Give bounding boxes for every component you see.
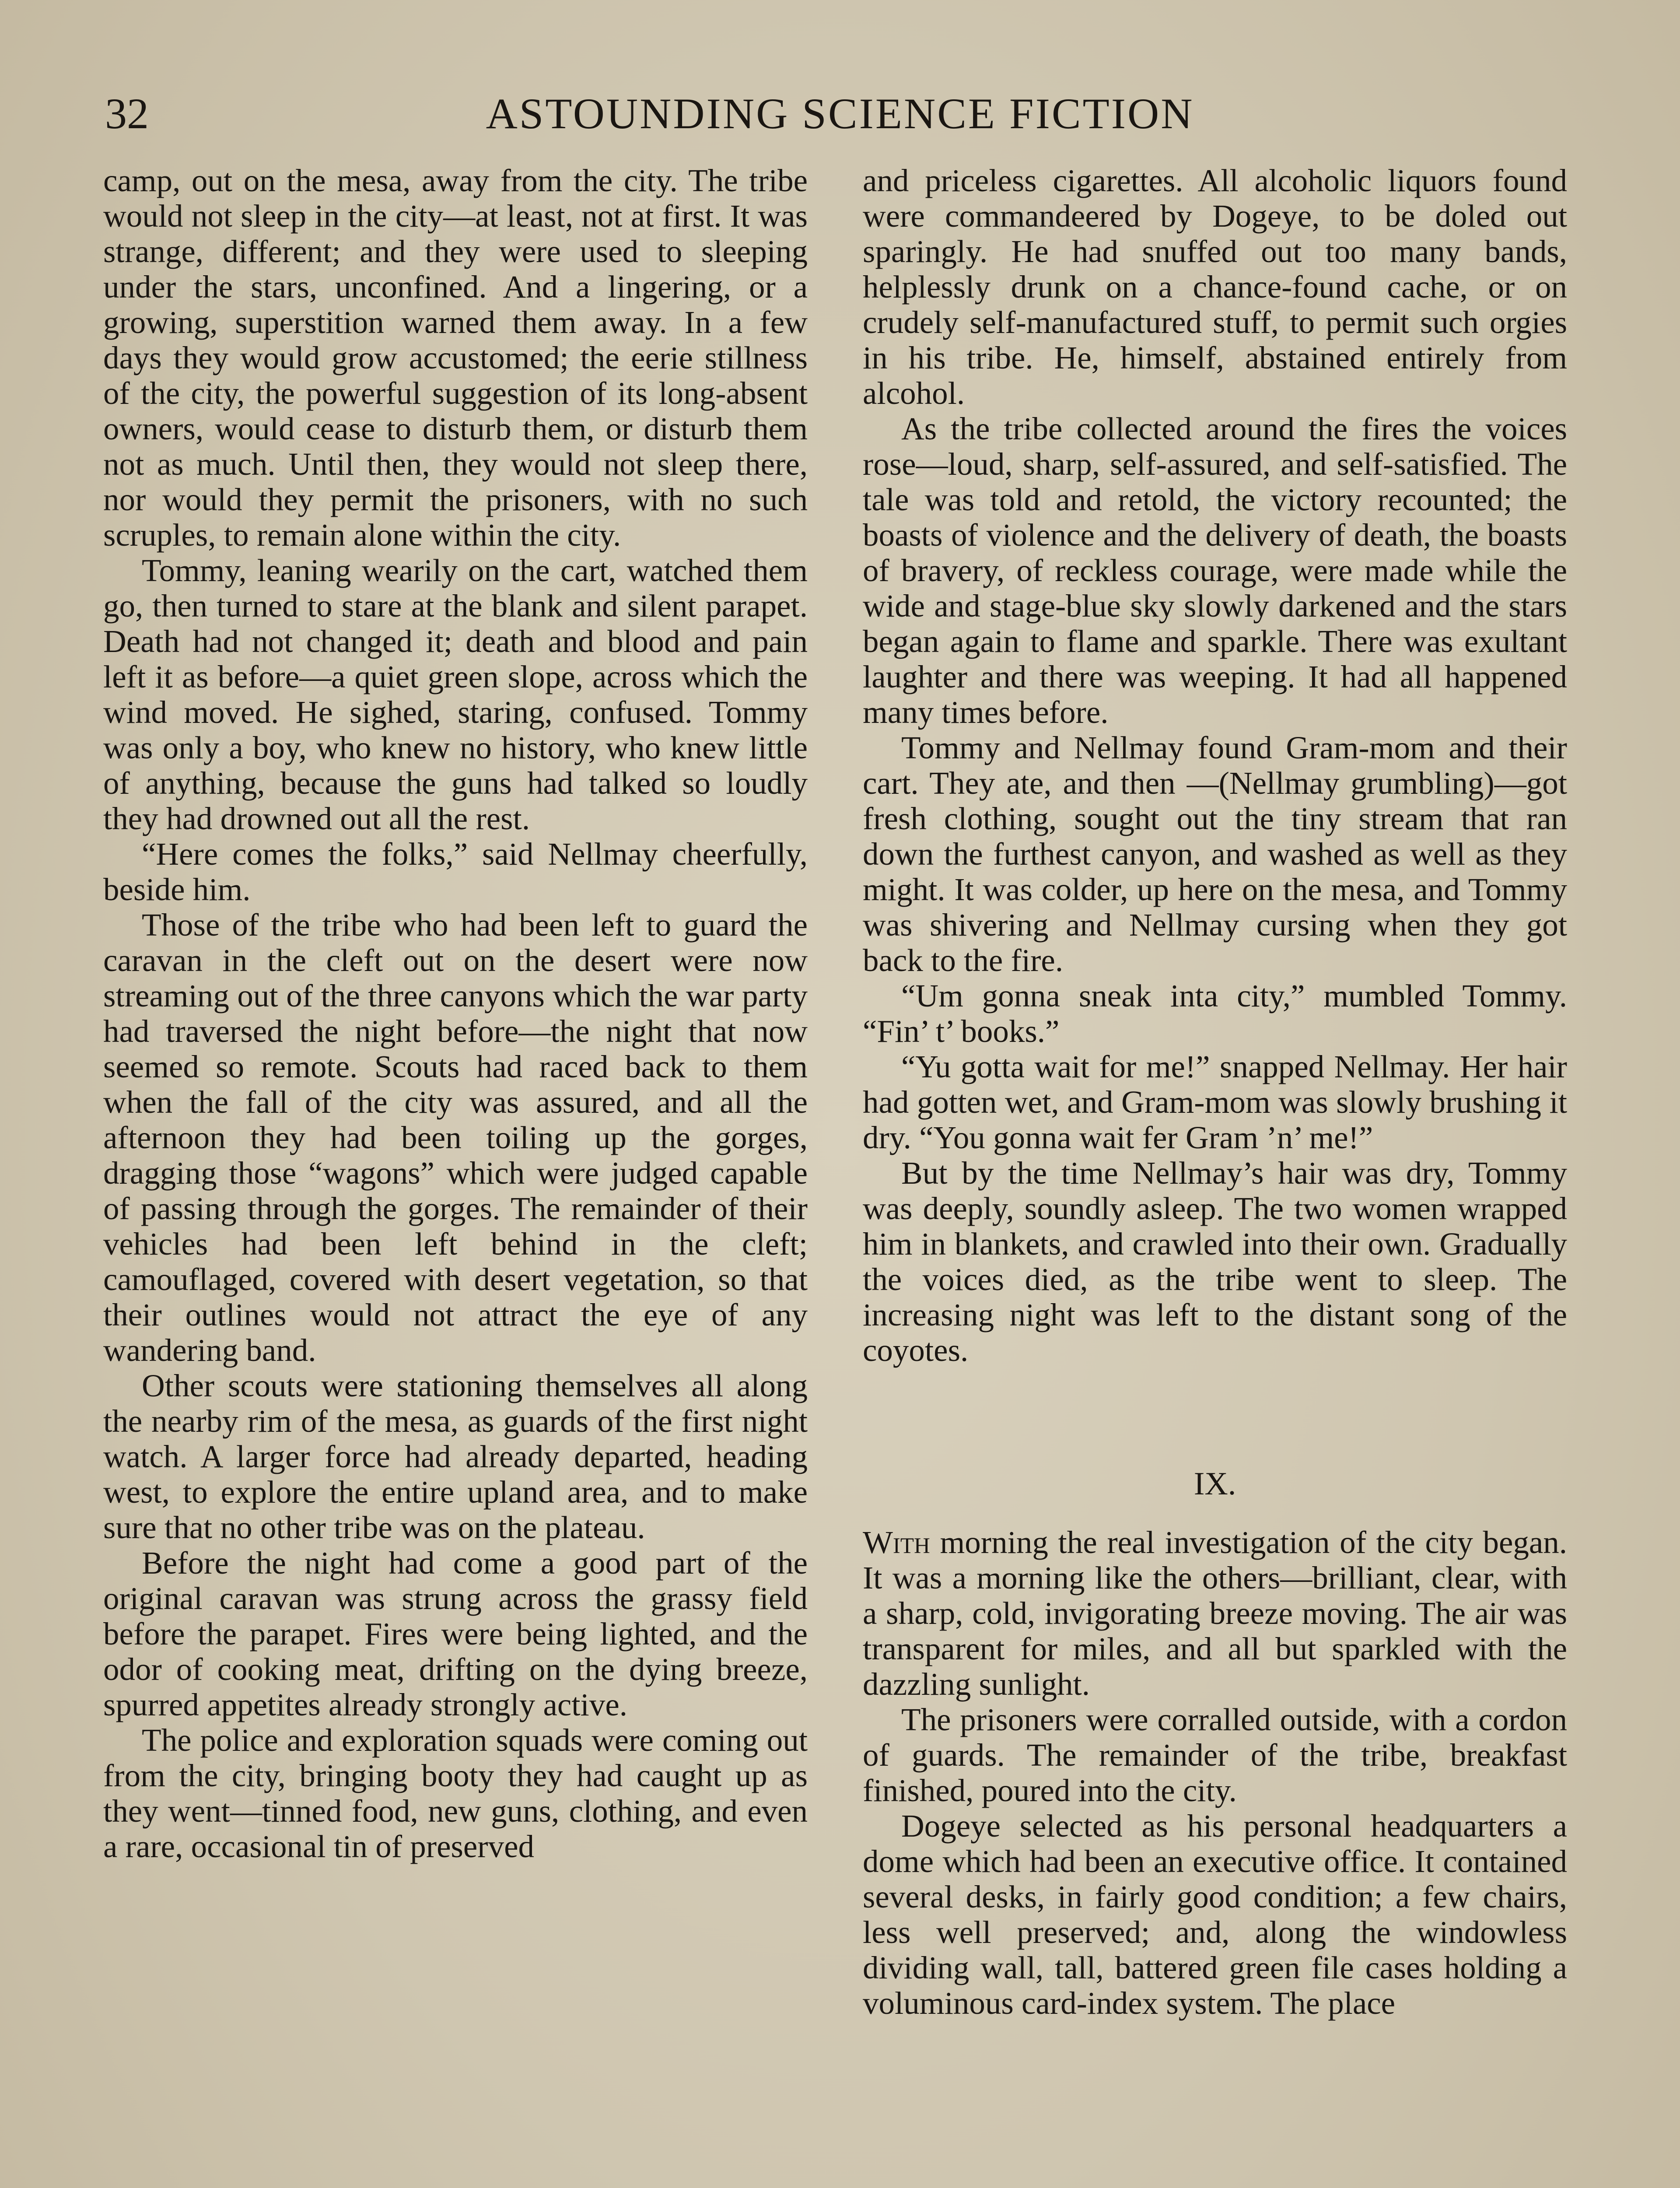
paragraph: “Yu gotta wait for me!” snapped Nellmay. Her hair had gotten wet, and Gram-mom was slowly brushing it dry. “You gonna wait fer Gram ’n’ me!” <box>863 1049 1567 1155</box>
paragraph: and priceless cigarettes. All alcoholic liquors found were commandeered by Dogeye, to be doled out sparingly. He had snuffed out too many bands, helplessly drunk on a chance-found cache, or on crudely self-manufactured stuff, to permit such orgies in his tribe. He, himself, abstained entirely from alcohol. <box>863 163 1567 411</box>
paragraph: But by the time Nellmay’s hair was dry, Tommy was deeply, soundly asleep. The two women wrapped him in blankets, and crawled into their own. Gradually the voices died, as the tribe went to sleep. The increasing night was left to the distant song of the coyotes. <box>863 1155 1567 1368</box>
right-column <box>863 163 1567 2021</box>
chapter-heading: IX. <box>1194 1466 1236 1502</box>
paragraph: Tommy and Nellmay found Gram-mom and their cart. They ate, and then —(Nellmay grumbling)—got fresh clothing, sought out the tiny stream that ran down the furthest canyon, and washed as well as they might. It was colder, up here on the mesa, and Tommy was shivering and Nellmay cursing when they got back to the fire. <box>863 730 1567 978</box>
paragraph: Dogeye selected as his personal headquarters a dome which had been an executive office. It contained several desks, in fairly good condition; a few chairs, less well preserved; and, along the windowless dividing wall, tall, battered green file cases holding a voluminous card-index system. The place <box>863 1808 1567 2021</box>
paragraph: The police and exploration squads were coming out from the city, bringing booty they had caught up as they went—tinned food, new guns, clothing, and even a rare, occasional tin of preserved <box>103 1722 808 1864</box>
magazine-title: ASTOUNDING SCIENCE FICTION <box>486 89 1194 138</box>
page-number: 32 <box>105 89 149 138</box>
chapter-first-word: With <box>863 1525 930 1560</box>
paragraph: Other scouts were stationing themselves all along the nearby rim of the mesa, as guards of the first night watch. A larger force had already departed, heading west, to explore the entire upland area, and to make sure that no other tribe was on the plateau. <box>103 1368 808 1545</box>
paragraph: “Um gonna sneak inta city,” mumbled Tommy. “Fin’ t’ books.” <box>863 978 1567 1049</box>
page-header <box>105 83 1575 144</box>
chapter-opening-text: morning the real investigation of the city began. It was a morning like the others—brilliant, clear, with a sharp, cold, invigorating breeze moving. The air was transparent for miles, and all but sparkled with the dazzling sunlight. <box>863 1525 1567 1702</box>
paragraph: The prisoners were corralled outside, with a cordon of guards. The remainder of the tribe, breakfast finished, poured into the city. <box>863 1702 1567 1808</box>
paragraph: camp, out on the mesa, away from the city. The tribe would not sleep in the city—at least, not at first. It was strange, different; and they were used to sleeping under the stars, unconfined. And a lingering, or a growing, superstition warned them away. In a few days they would grow accustomed; the eerie stillness of the city, the powerful suggestion of its long-absent owners, would cease to disturb them, or disturb them not as much. Until then, they would not sleep there, nor would they permit the prisoners, with no such scruples, to remain alone within the city. <box>103 163 808 553</box>
paragraph: Those of the tribe who had been left to guard the caravan in the cleft out on the desert were now streaming out of the three canyons which the war party had traversed the night before—the night that now seemed so remote. Scouts had raced back to them when the fall of the city was assured, and all the afternoon they had been toiling up the gorges, dragging those “wagons” which were judged capable of passing through the gorges. The remainder of their vehicles had been left behind in the cleft; camouflaged, covered with desert vegetation, so that their outlines would not attract the eye of any wandering band. <box>103 907 808 1368</box>
paragraph: Before the night had come a good part of the original caravan was strung across the grassy field before the parapet. Fires were being lighted, and the odor of cooking meat, drifting on the dying breeze, spurred appetites already strongly active. <box>103 1545 808 1722</box>
paragraph: As the tribe collected around the fires the voices rose—loud, sharp, self-assured, and self-satisfied. The tale was told and retold, the victory recounted; the boasts of violence and the delivery of death, the boasts of bravery, of reckless courage, were made while the wide and stage-blue sky slowly darkened and the stars began again to flame and sparkle. There was exultant laughter and there was weeping. It had all happened many times before. <box>863 411 1567 730</box>
chapter-opening-paragraph <box>863 1525 1567 1702</box>
paragraph: “Here comes the folks,” said Nellmay cheerfully, beside him. <box>103 836 808 907</box>
left-column <box>103 163 808 1864</box>
paragraph: Tommy, leaning wearily on the cart, watched them go, then turned to stare at the blank and silent parapet. Death had not changed it; death and blood and pain left it as before—a quiet green slope, across which the wind moved. He sighed, staring, confused. Tommy was only a boy, who knew no history, who knew little of anything, because the guns had talked so loudly they had drowned out all the rest. <box>103 553 808 836</box>
